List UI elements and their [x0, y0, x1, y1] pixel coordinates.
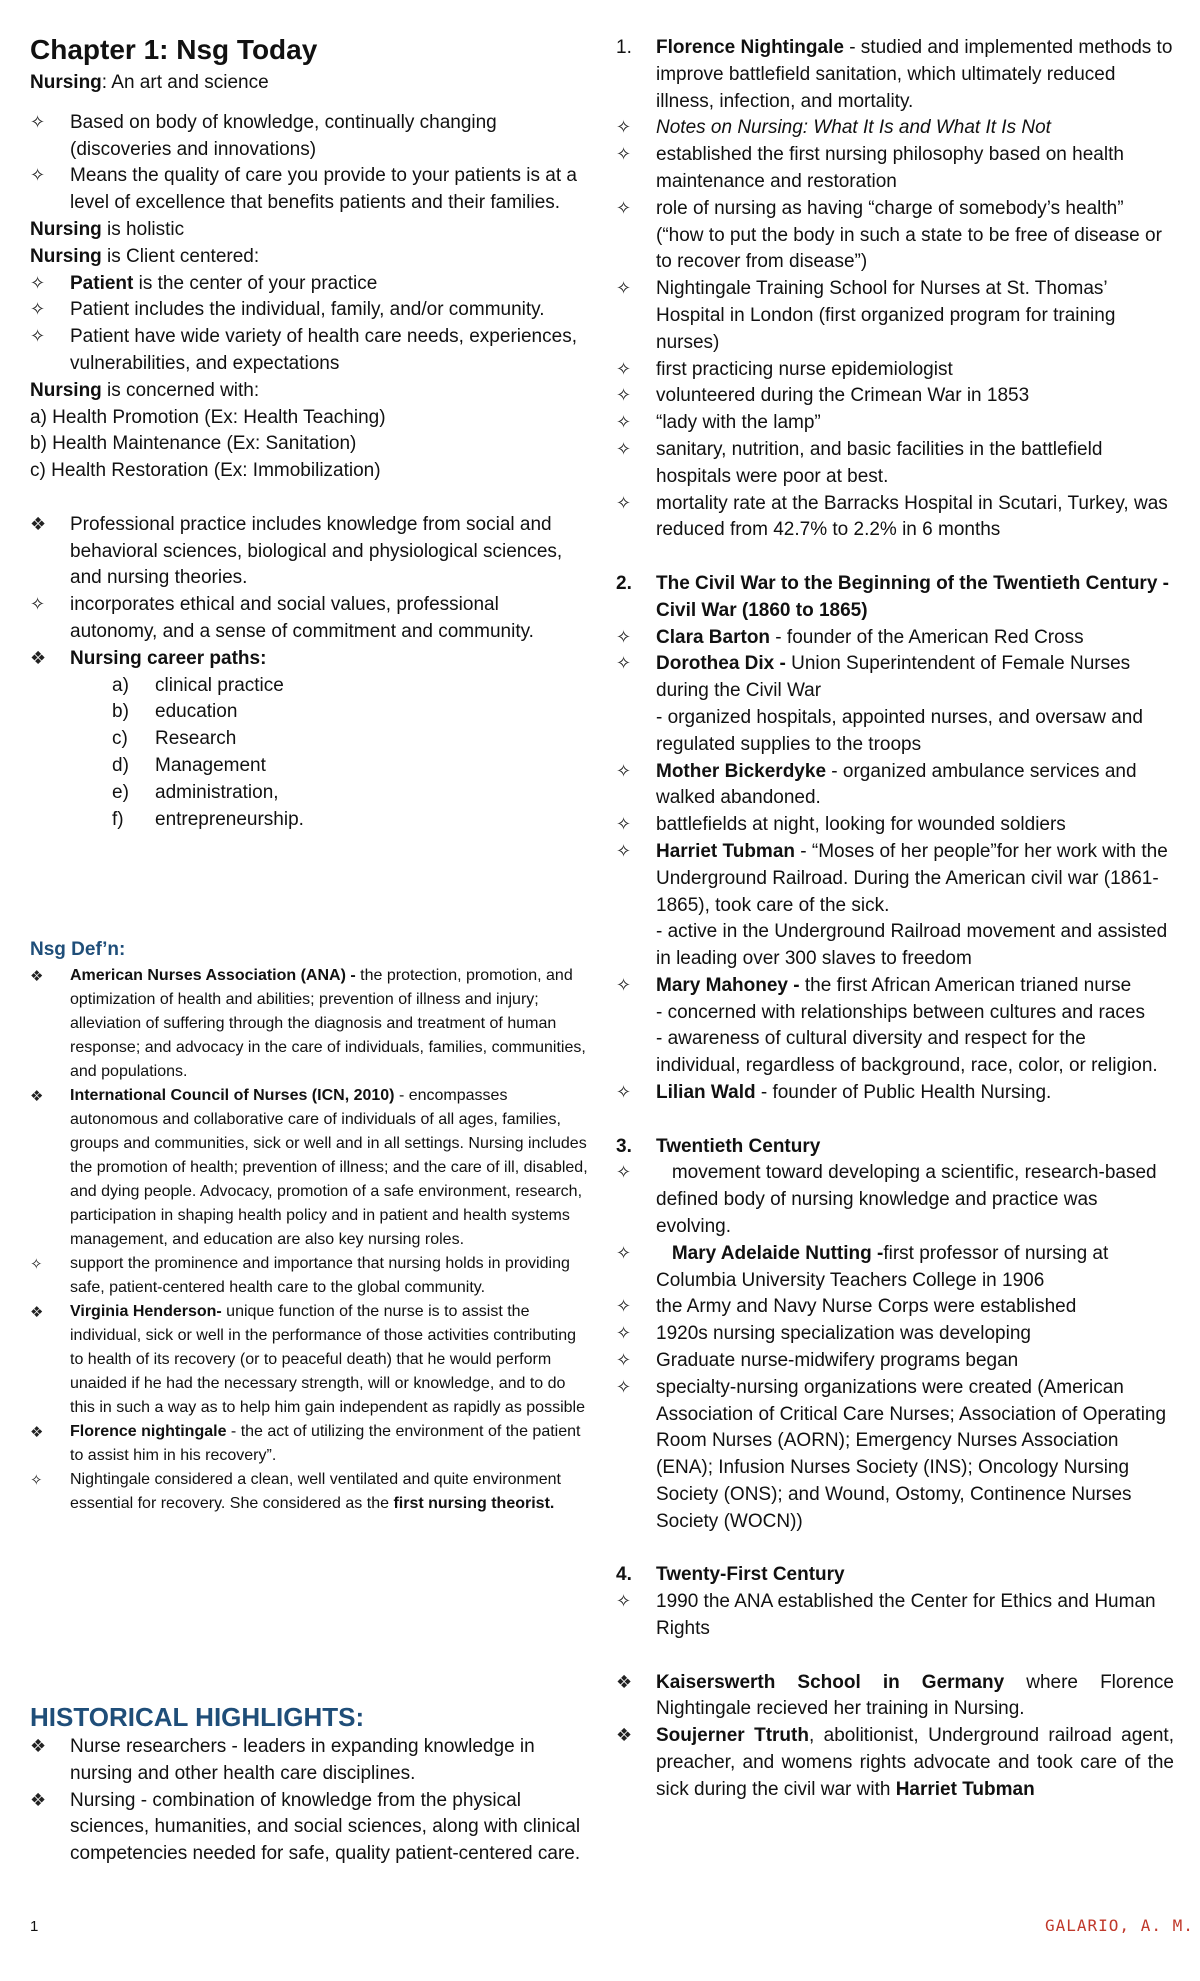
list-item: ✧ volunteered during the Crimean War in 1853 — [616, 383, 1174, 410]
list-item: ✧ Lilian Wald - founder of Public Health Nursing. — [616, 1080, 1174, 1107]
historical-section — [30, 1700, 590, 1868]
list-item: ✧ Graduate nurse-midwifery programs began — [616, 1348, 1174, 1375]
definitions-section — [30, 937, 590, 1516]
open-star-icon: ✧ — [616, 197, 632, 219]
open-star-icon: ✧ — [616, 1350, 632, 1372]
career-item: e) administration, — [112, 781, 279, 803]
list-item: ✧ support the prominence and importance that nursing holds in providing safe, patient-centered health care to the global community. — [30, 1252, 590, 1300]
list-item: ✧ Nightingale Training School for Nurses at St. Thomas’ Hospital in London (first organized program for training nurses) — [616, 278, 1116, 353]
diamond-icon: ❖ — [30, 1422, 44, 1441]
open-star-icon: ✧ — [30, 326, 46, 348]
open-star-icon: ✧ — [616, 1323, 632, 1345]
open-star-icon: ✧ — [616, 1591, 632, 1613]
historical-heading: HISTORICAL HIGHLIGHTS: — [30, 1702, 365, 1732]
open-star-icon: ✧ — [616, 814, 632, 836]
list-item: ✧ Mary Adelaide Nutting -first professor of nursing at Columbia University Teachers College in 1906 — [616, 1242, 1114, 1291]
list-item: ✧ Mother Bickerdyke - organized ambulance services and walked abandoned. — [616, 760, 1137, 809]
open-star-icon: ✧ — [616, 626, 632, 648]
diamond-icon: ❖ — [30, 1086, 44, 1105]
concerned-item: b) Health Maintenance (Ex: Sanitation) — [30, 433, 357, 455]
list-item: ✧ sanitary, nutrition, and basic facilities in the battlefield hospitals were poor at best. — [616, 438, 1103, 487]
open-star-icon: ✧ — [616, 412, 632, 434]
concerned-item: c) Health Restoration (Ex: Immobilization) — [30, 460, 381, 482]
concerned-item: a) Health Promotion (Ex: Health Teaching) — [30, 406, 386, 428]
open-star-icon: ✧ — [616, 438, 632, 460]
list-item: ❖ Florence nightingale - the act of utilizing the environment of the patient to assist him in his recovery”. — [30, 1420, 590, 1468]
author-footer: GALARIO, A. M. — [1045, 1916, 1194, 1935]
open-star-icon: ✧ — [616, 492, 632, 514]
list-item: ❖ American Nurses Association (ANA) - the protection, promotion, and optimization of health and abilities; prevention of illness and injury; alleviation of suffering through the diagnosis and treatment of human response; and advocacy in the care of individuals, families, communities, and populations. — [30, 964, 590, 1084]
list-item: ✧ “lady with the lamp” — [616, 410, 1174, 437]
diamond-icon: ❖ — [30, 1302, 44, 1321]
list-item: ✧ first practicing nurse epidemiologist — [616, 357, 1174, 384]
concerned-line: Nursing is concerned with: — [30, 379, 260, 401]
left-flow — [30, 70, 590, 833]
holistic-line: Nursing is holistic — [30, 218, 185, 240]
open-star-icon: ✧ — [616, 278, 632, 300]
diamond-icon: ❖ — [30, 966, 44, 985]
list-item: ✧ role of nursing as having “charge of somebody’s health” (“how to put the body in such a state to be free of disease or to recover from disease”) — [616, 197, 1162, 273]
section-florence: 1. Florence Nightingale - studied and implemented methods to improve battlefield sanitation, which ultimately reduced illness, infection, and mortality. — [616, 37, 1173, 112]
list-item: ❖ Nursing - combination of knowledge from the physical sciences, humanities, and social sciences, along with clinical competencies needed for safe, quality patient-centered care. — [30, 1789, 581, 1865]
list-item: ❖ Kaiserswerth School in Germany where Florence Nightingale recieved her training in Nursing. — [616, 1671, 1175, 1720]
open-star-icon: ✧ — [616, 385, 632, 407]
list-item: ✧ Notes on Nursing: What It Is and What It Is Not — [616, 115, 1174, 142]
definitions-heading: Nsg Def’n: — [30, 939, 126, 960]
list-item: ✧ the Army and Navy Nurse Corps were established — [616, 1294, 1174, 1321]
client-line: Nursing is Client centered: — [30, 245, 260, 267]
chapter-title: Chapter 1: Nsg Today — [30, 34, 318, 65]
diamond-icon: ❖ — [30, 1789, 47, 1811]
list-item: ✧ 1920s nursing specialization was developing — [616, 1321, 1174, 1348]
diamond-icon: ❖ — [30, 513, 47, 535]
list-item: ✧ mortality rate at the Barracks Hospital in Scutari, Turkey, was reduced from 42.7% to 2.2% in 6 months — [616, 492, 1168, 541]
open-star-icon: ✧ — [616, 1376, 632, 1398]
open-star-icon: ✧ — [616, 144, 632, 166]
list-item: ✧ established the first nursing philosophy based on health maintenance and restoration — [616, 144, 1124, 192]
list-item: ✧ Dorothea Dix - Union Superintendent of Female Nurses during the Civil War - organized hospitals, appointed nurses, and oversaw and regulated supplies to the troops — [616, 653, 1143, 755]
career-item: b) education — [112, 701, 238, 723]
list-item: ✧ specialty-nursing organizations were created (American Association of Critical Care Nurses; Association of Operating Room Nurses (AORN); Emergency Nurses Association (ENA); Infusion Nurses Society (INS); Oncology Nursing Society (ONS); and Wound, Ostomy, Continence Nurses Society (WOCN)) — [616, 1376, 1167, 1532]
section-twenty-first-century: 4. Twenty-First Century — [616, 1564, 845, 1586]
open-star-icon: ✧ — [30, 594, 46, 616]
open-star-icon: ✧ — [616, 1162, 632, 1184]
open-star-icon: ✧ — [30, 272, 46, 294]
section-twentieth-century: 3. Twentieth Century — [616, 1135, 821, 1157]
open-star-icon: ✧ — [616, 760, 632, 782]
career-item: a) clinical practice — [112, 674, 284, 696]
list-item: ✧ incorporates ethical and social values, professional autonomy, and a sense of commitment and community. — [30, 594, 534, 642]
open-star-icon: ✧ — [616, 1242, 632, 1264]
list-item: ✧ Based on body of knowledge, continually changing (discoveries and innovations) — [30, 111, 497, 160]
career-heading: ❖ Nursing career paths: — [30, 646, 590, 673]
list-item: ✧ Patient includes the individual, family, and/or community. — [30, 297, 590, 324]
list-item: ❖ Virginia Henderson- unique function of the nurse is to assist the individual, sick or well in the performance of those activities contributing to health of its recovery (or to peaceful death) that he would perform unaided if he had the necessary strength, will or knowledge, and to do this in such a way as to help him gain independent as rapidly as possible — [30, 1300, 590, 1420]
list-item: ✧ Means the quality of care you provide to your patients is at a level of excellence that benefits patients and their families. — [30, 165, 577, 214]
list-item: ✧ Patient is the center of your practice — [30, 271, 590, 298]
diamond-icon: ❖ — [30, 647, 47, 669]
section-civil-war: 2. The Civil War to the Beginning of the Twentieth Century - Civil War (1860 to 1865) — [616, 572, 1169, 621]
open-star-icon: ✧ — [616, 653, 632, 675]
list-item: ❖ Soujerner Ttruth, abolitionist, Underground railroad agent, preacher, and womens rights advocate and took care of the sick during the civil war with Harriet Tubman — [616, 1725, 1174, 1800]
page-number: 1 — [30, 1918, 39, 1935]
open-star-icon: ✧ — [616, 974, 632, 996]
right-flow — [616, 35, 1174, 1804]
list-item: ❖ Professional practice includes knowledge from social and behavioral sciences, biological and physiological sciences, and nursing theories. — [30, 513, 563, 589]
open-star-icon: ✧ — [616, 1082, 632, 1104]
list-item: ✧ 1990 the ANA established the Center for Ethics and Human Rights — [616, 1591, 1156, 1640]
open-star-icon: ✧ — [616, 840, 632, 862]
list-item: ✧ Mary Mahoney - the first African American trianed nurse - concerned with relationships between cultures and races - awareness of cultural diversity and respect for the individual, regardless of background, race, color, or religion. — [616, 974, 1158, 1077]
open-star-icon: ✧ — [616, 1296, 632, 1318]
list-item: ✧ Nightingale considered a clean, well ventilated and quite environment essential for recovery. She considered as the first nursing theorist. — [30, 1468, 590, 1516]
list-item: ✧ Clara Barton - founder of the American Red Cross — [616, 625, 1174, 652]
open-star-icon: ✧ — [30, 1254, 43, 1273]
career-item: c) Research — [112, 728, 237, 750]
list-item: ✧ battlefields at night, looking for wounded soldiers — [616, 812, 1174, 839]
list-item: ✧ Harriet Tubman - “Moses of her people”for her work with the Underground Railroad. During the American civil war (1861-1865), took care of the sick. - active in the Underground Railroad movement and assisted in leading over 300 slaves to freedom — [616, 840, 1168, 970]
diamond-icon: ❖ — [616, 1671, 633, 1693]
open-star-icon: ✧ — [30, 299, 46, 321]
open-star-icon: ✧ — [616, 358, 632, 380]
list-item: ❖ International Council of Nurses (ICN, 2010) - encompasses autonomous and collaborative care of individuals of all ages, families, groups and communities, sick or well and in all settings. Nursing includes the promotion of health; prevention of illness; and the care of ill, disabled, and dying people. Advocacy, promotion of a safe environment, research, participation in shaping health policy and in patient and health systems management, and education are also key nursing roles. — [30, 1084, 590, 1252]
list-item: ❖ Nurse researchers - leaders in expanding knowledge in nursing and other health care disciplines. — [30, 1736, 535, 1784]
open-star-icon: ✧ — [30, 165, 46, 187]
open-star-icon: ✧ — [30, 111, 46, 133]
career-item: d) Management — [112, 754, 266, 776]
list-item: ✧ Patient have wide variety of health care needs, experiences, vulnerabilities, and expectations — [30, 326, 577, 374]
career-item: f) entrepreneurship. — [112, 808, 304, 830]
diamond-icon: ❖ — [30, 1736, 47, 1757]
open-star-icon: ✧ — [30, 1470, 43, 1489]
art-science-line: Nursing: An art and science — [30, 72, 269, 93]
list-item: ✧ movement toward developing a scientific, research-based defined body of nursing knowledge and practice was evolving. — [616, 1162, 1162, 1238]
diamond-icon: ❖ — [616, 1725, 633, 1747]
open-star-icon: ✧ — [616, 117, 632, 139]
